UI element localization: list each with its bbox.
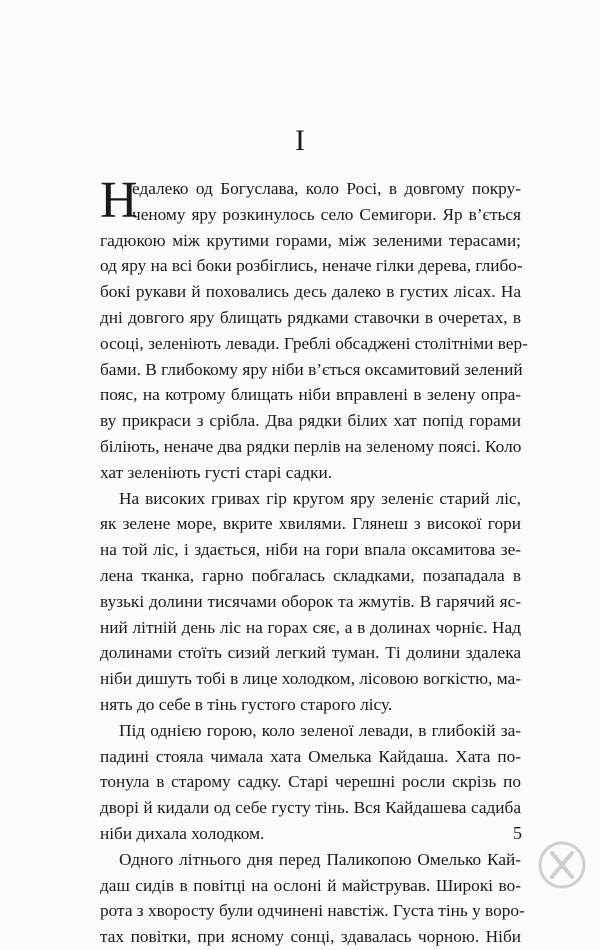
text-line: ченому яру розкинулось село Семигори. Яр в’ється [132,204,521,224]
text-line: ву прикраси з срібла. Два рядки білих хат попід горами [100,411,521,431]
text-line: як зелене море, вкрите хвилями. Глянеш з високої гори [100,514,521,534]
text-line: рота з хворосту були одчинені навстіж. Густа тінь у воро- [100,901,525,921]
text-line: ний літній день ліс на горах сяє, а в долинах чорніє. Над [100,617,521,637]
chapter-text [100,172,528,950]
text-line: бами. В глибокому яру ніби в’ється оксамитовий зелений [100,359,523,379]
drop-cap-letter: Н [100,172,138,229]
text-line: ніби дишуть тобі в лице холодком, лісовою вогкістю, ма- [100,669,521,689]
text-line: дворі й кидали од себе густу тінь. Вся Кайдашева садиба [100,798,521,818]
chapter-number: I [295,124,305,157]
text-line: вузькі долини тисячами оборок та жмутів. В гарячий яс- [100,591,521,611]
text-line: осоці, зеленіють левади. Греблі обсаджені столітніми вер- [100,333,528,353]
page-number: 5 [513,823,522,843]
text-line: долинами стоїть сизий легкий туман. Ті долини здалека [100,643,521,663]
text-line: біліють, неначе два рядки перлів на зеленому поясі. Коло [100,436,522,456]
text-line: пояс, на котрому блищать ніби вправлені в зелену опра- [100,385,521,405]
x-seal-icon [537,840,587,890]
text-line: На високих гривах гір кругом яру зеленіє старий ліс, [119,488,521,508]
text-line: падині стояла чимала хата Омелька Кайдаша. Хата по- [100,746,521,766]
text-line: лена тканка, гарно побгалась складками, позападала в [100,565,521,585]
text-line: едалеко од Богуслава, коло Росі, в довгому покру- [132,179,521,198]
text-line: ніби дихала холодком. [100,823,265,843]
text-line: тах повітки, при ясному сонці, здавалась чорною. Ніби [100,927,521,947]
text-line: гадюкою між крутими горами, між зеленими терасами; [100,230,521,250]
text-line: дні довгого яру блищать рядками ставочки в очеретах, в [100,307,521,327]
text-line: на той ліс, і здається, ніби на гори впала оксамитова зе- [100,540,521,560]
text-line: хат зеленіють густі старі садки. [100,462,333,482]
text-line: Одного літнього дня перед Паликопою Омелько Кай- [119,849,521,869]
text-line: Під однією горою, коло зеленої левади, в глибокій за- [119,720,521,740]
text-line: даш сидів в повітці на ослоні й майстрував. Широкі во- [100,875,521,895]
text-line: од яру на всі боки розбіглись, неначе гілки дерева, глибо- [100,256,523,276]
text-line: бокі рукави й поховались десь далеко в густих лісах. На [100,282,521,302]
text-line: тонула в старому садку. Старі черешні росли скрізь по [100,772,521,792]
text-line: нять до себе в тінь густого старого лісу. [100,694,393,714]
